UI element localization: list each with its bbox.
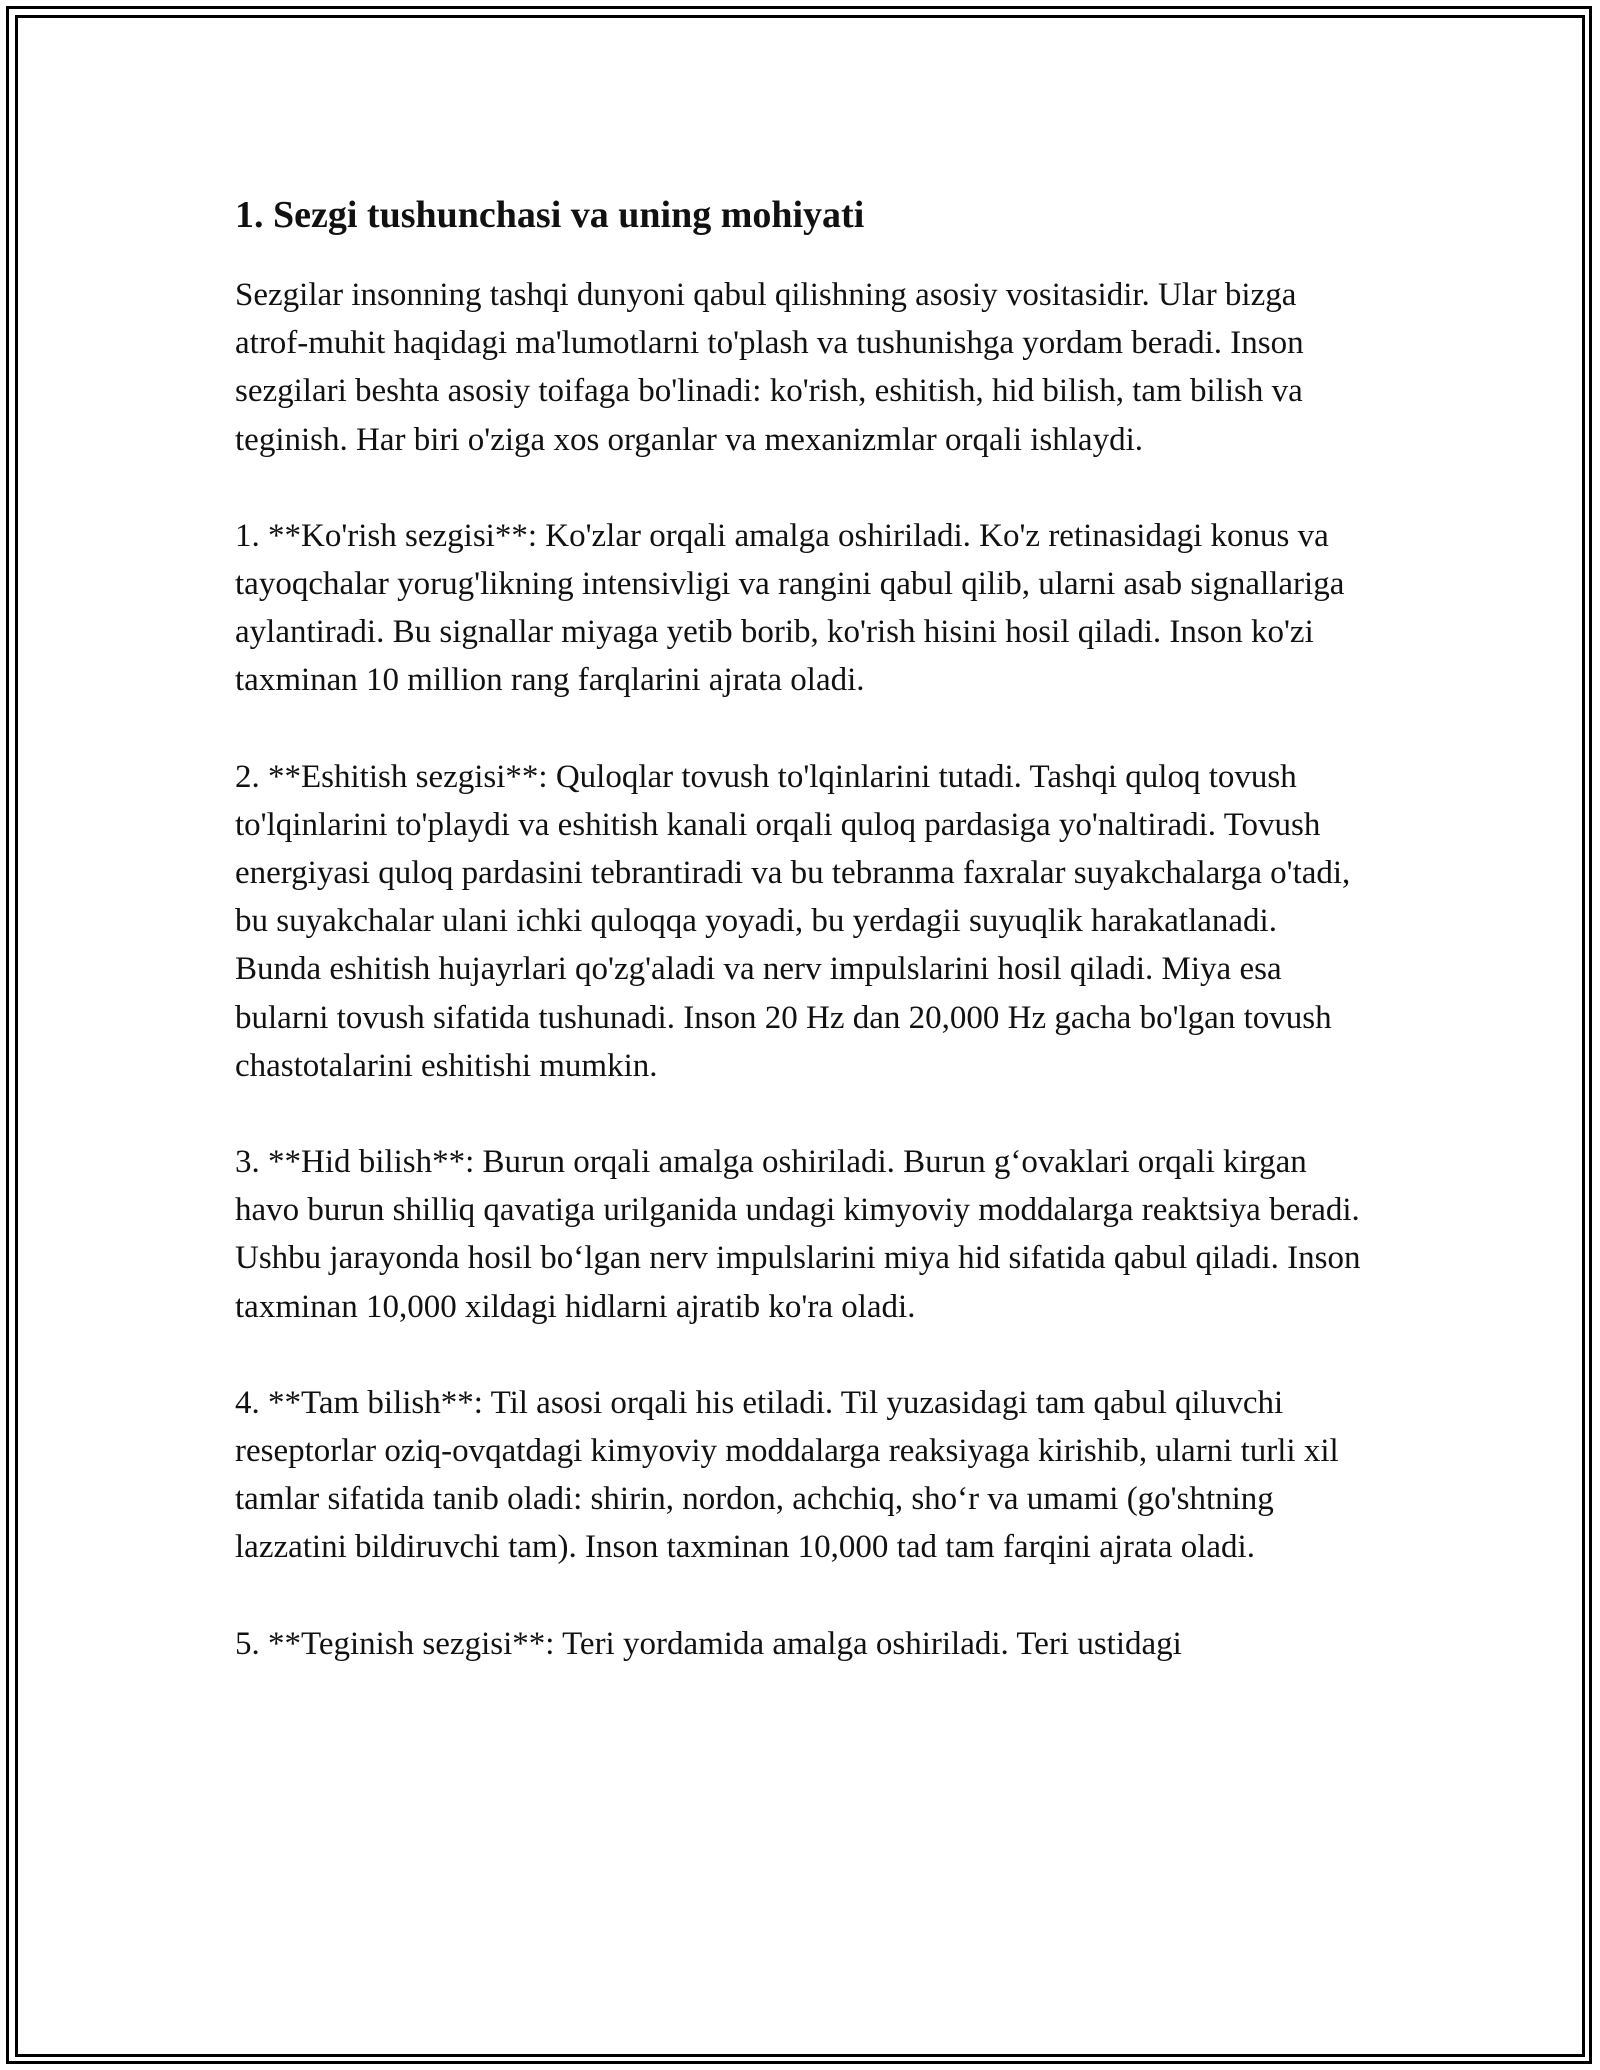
paragraph-taste: 4. **Tam bilish**: Til asosi orqali his etiladi. Til yuzasidagi tam qabul qiluvchi reseptorlar oziq-ovqatdagi kimyoviy moddalarga reaksiyaga kirishib, ularni turli xil tamlar sifatida tanib oladi: shirin, nordon, achchiq, sho‘r va umami (go'shtning lazzatini bildiruvchi tam). Inson taxminan 10,000 tad tam farqini ajrata oladi. [235,1384,1339,1566]
intro-paragraph: Sezgilar insonning tashqi dunyoni qabul qilishning asosiy vositasidir. Ular bizga atrof-muhit haqidagi ma'lumotlarni to'plash va tushunishga yordam beradi. Inson sezgilari beshta asosiy toifaga bo'linadi: ko'rish, eshitish, hid bilish, tam bilish va teginish. Har biri o'ziga xos organlar va mexanizmlar orqali ishlaydi. [235,277,1304,458]
section-heading: 1. Sezgi tushunchasi va uning mohiyati [235,194,865,236]
paragraph-sight: 1. **Ko'rish sezgisi**: Ko'zlar orqali amalga oshiriladi. Ko'z retinasidagi konus va tayoqchalar yorug'likning intensivligi va rangini qabul qilib, ularni asab signallariga aylantiradi. Bu signallar miyaga yetib borib, ko'rish hisini hosil qiladi. Inson ko'zi taxminan 10 million rang farqlarini ajrata oladi. [235,517,1345,699]
paragraph-hearing: 2. **Eshitish sezgisi**: Quloqlar tovush to'lqinlarini tutadi. Tashqi quloq tovush to'lqinlarini to'playdi va eshitish kanali orqali quloq pardasiga yo'naltiradi. Tovush energiyasi quloq pardasini tebrantiradi va bu tebranma faxralar suyakchalarga o'tadi, bu suyakchalar ulani ichki quloqqa yoyadi, bu yerdagii suyuqlik harakatlanadi. Bunda eshitish hujayrlari qo'zg'aladi va nerv impulslarini hosil qiladi. Miya esa bularni tovush sifatida tushunadi. Inson 20 Hz dan 20,000 Hz gacha bo'lgan tovush chastotalarini eshitishi mumkin. [235,758,1351,1084]
paragraph-touch: 5. **Teginish sezgisi**: Teri yordamida amalga oshiriladi. Teri ustidagi [235,1625,1182,1662]
document-body [235,185,1365,1716]
paragraph-smell: 3. **Hid bilish**: Burun orqali amalga oshiriladi. Burun g‘ovaklari orqali kirgan havo burun shilliq qavatiga urilganida undagi kimyoviy moddalarga reaktsiya beradi. Ushbu jarayonda hosil bo‘lgan nerv impulslarini miya hid sifatida qabul qiladi. Inson taxminan 10,000 xildagi hidlarni ajratib ko'ra oladi. [235,1144,1361,1325]
